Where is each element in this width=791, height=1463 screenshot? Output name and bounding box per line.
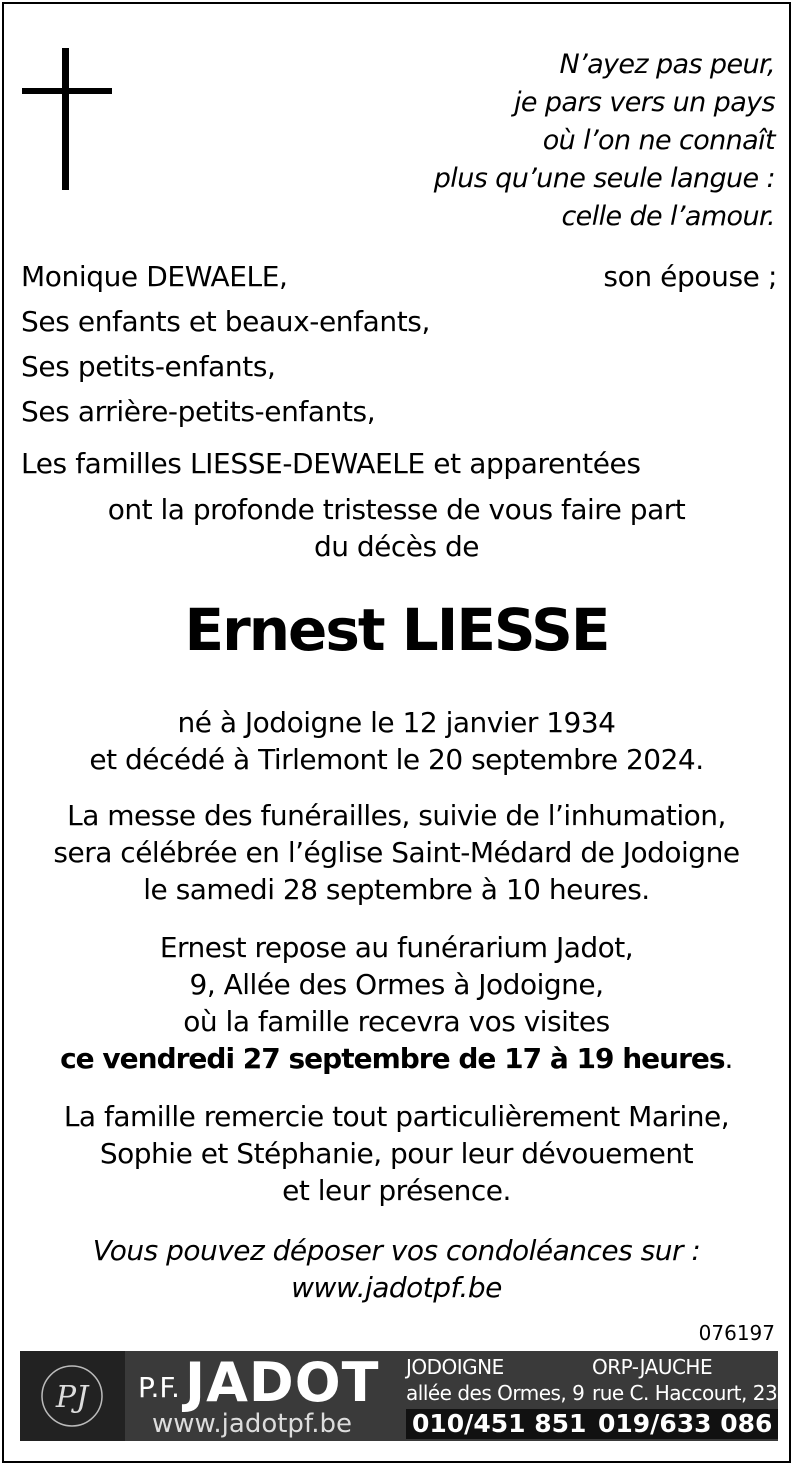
logo-initials: PJ [55,1380,89,1415]
funeral-line: le samedi 28 septembre à 10 heures. [143,873,650,906]
location-phone[interactable]: 019/633 086 [592,1409,778,1439]
funeral-line: La messe des funérailles, suivie de l’inhumation, [67,799,726,832]
jadot-logo [20,1351,125,1441]
funeral-home-banner [20,1351,778,1441]
brand-jadot: JADOT [185,1351,380,1414]
birth-line: né à Jodoigne le 12 janvier 1934 [177,706,616,739]
poem-line: où l’on ne connaît [542,125,775,156]
spouse-relation: son épouse ; [603,260,777,293]
location-orp-jauche [592,1355,778,1439]
poem-line: plus qu’une seule langue : [433,163,775,194]
thanks-line: et leur présence. [282,1174,511,1207]
poem-line: je pars vers un pays [513,87,775,118]
thanks [4,1098,789,1209]
visitation-time-end: . [724,1042,733,1075]
obituary-notice [2,2,791,1463]
funeral-info [4,797,789,908]
condolences-link[interactable]: www.jadotpf.be [291,1271,502,1304]
thanks-line: La famille remercie tout particulièrement Marine, [63,1100,730,1133]
location-address: allée des Ormes, 9 [406,1381,585,1405]
grandchildren-line: Ses petits-enfants, [21,350,276,383]
funeral-line: sera célébrée en l’église Saint-Médard de Jodoigne [53,836,740,869]
spouse-name: Monique DEWAELE, [21,260,288,293]
brand-pf: P.F. [138,1371,180,1404]
visitation-line: 9, Allée des Ormes à Jodoigne, [189,968,604,1001]
thanks-line: Sophie et Stéphanie, pour leur dévouement [99,1137,694,1170]
death-line: et décédé à Tirlemont le 20 septembre 2024. [89,743,704,776]
website-link[interactable]: www.jadotpf.be [152,1409,352,1439]
visitation-line: Ernest repose au funérarium Jadot, [159,931,634,964]
announcement-line: du décès de [313,530,480,563]
great-grandchildren-line: Ses arrière-petits-enfants, [21,395,376,428]
deceased-name: Ernest LIESSE [184,596,609,664]
condolences-line: Vous pouvez déposer vos condoléances sur : [92,1234,701,1267]
visitation-info [4,929,789,1077]
families-line: Les familles LIESSE-DEWAELE et apparentées [21,447,641,480]
visitation-line: où la famille recevra vos visites [183,1005,610,1038]
poem-line: celle de l’amour. [561,201,775,232]
reference-number: 076197 [698,1321,775,1345]
poem-line: N’ayez pas peur, [559,49,775,80]
family-list [21,254,777,434]
location-city: JODOIGNE [406,1355,504,1379]
cross-icon [22,48,112,190]
poem [434,46,775,236]
children-line: Ses enfants et beaux-enfants, [21,305,430,338]
announcement [4,491,789,565]
visitation-time: ce vendredi 27 septembre de 17 à 19 heures [60,1042,725,1075]
announcement-line: ont la profonde tristesse de vous faire part [107,493,686,526]
location-jodoigne [406,1355,592,1439]
birth-death-dates [4,704,789,778]
brand [138,1353,379,1413]
location-phone[interactable]: 010/451 851 [406,1409,592,1439]
location-city: ORP-JAUCHE [592,1355,713,1379]
condolences [4,1232,789,1306]
location-address: rue C. Haccourt, 23 [592,1381,778,1405]
